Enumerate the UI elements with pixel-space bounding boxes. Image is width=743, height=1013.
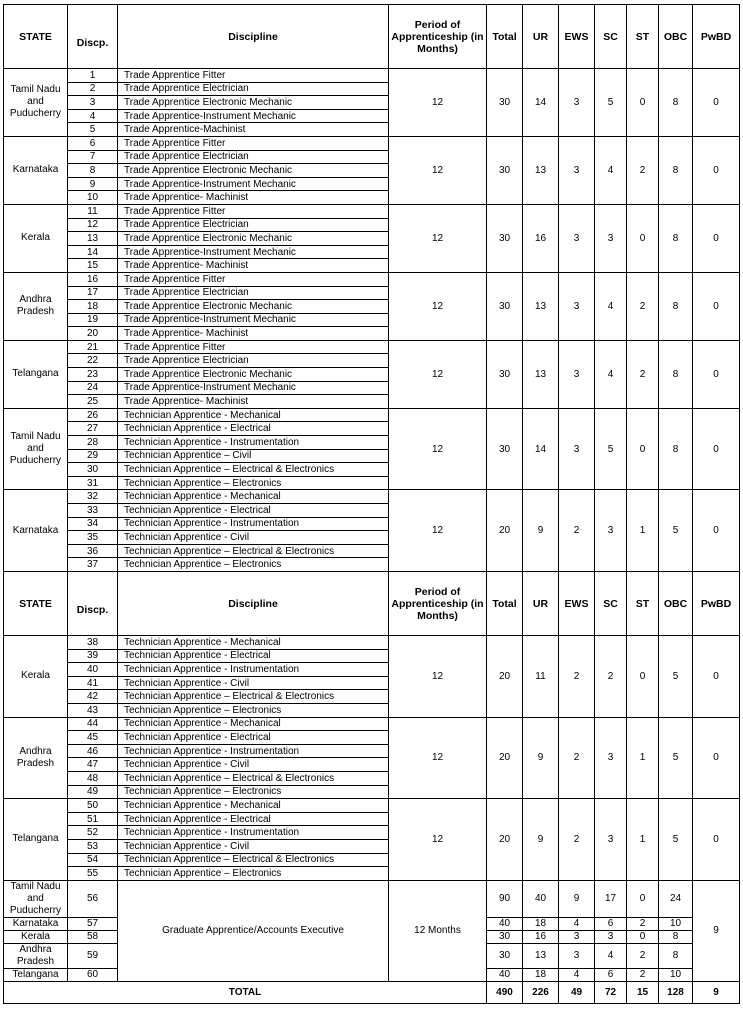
ews-cell: 3 — [559, 136, 595, 204]
obc-cell: 5 — [659, 717, 693, 799]
ur-cell: 16 — [523, 930, 559, 943]
total-ews: 49 — [559, 981, 595, 1003]
discipline-name: Technician Apprentice – Electronics — [118, 476, 389, 490]
header-row — [4, 5, 740, 69]
ews-cell: 3 — [559, 408, 595, 490]
obc-cell: 8 — [659, 204, 693, 272]
discipline-name: Technician Apprentice - Civil — [118, 531, 389, 545]
header-st: ST — [627, 572, 659, 636]
discipline-name: Trade Apprentice Fitter — [118, 340, 389, 354]
st-cell: 0 — [627, 636, 659, 718]
discipline-name: Technician Apprentice – Civil — [118, 449, 389, 463]
obc-cell: 5 — [659, 490, 693, 572]
discp-number: 7 — [68, 150, 118, 164]
total-cell: 20 — [487, 490, 523, 572]
discp-number: 6 — [68, 136, 118, 150]
pwbd-cell: 0 — [693, 340, 740, 408]
discipline-name: Technician Apprentice - Electrical — [118, 422, 389, 436]
header-ews: EWS — [559, 5, 595, 69]
discp-number: 55 — [68, 867, 118, 881]
header-total: Total — [487, 572, 523, 636]
table-row graduate-row — [4, 880, 740, 917]
discipline-name: Technician Apprentice – Electrical & Electronics — [118, 853, 389, 867]
table-row — [4, 340, 740, 354]
pwbd-cell: 0 — [693, 636, 740, 718]
obc-cell: 8 — [659, 340, 693, 408]
discipline-name: Trade Apprentice-Instrument Mechanic — [118, 313, 389, 327]
total-cell: 20 — [487, 799, 523, 881]
discipline-name: Trade Apprentice Electronic Mechanic — [118, 164, 389, 178]
sc-cell: 17 — [595, 880, 627, 917]
st-cell: 2 — [627, 943, 659, 968]
discipline-name: Trade Apprentice- Machinist — [118, 259, 389, 273]
discipline-name: Trade Apprentice Electrician — [118, 82, 389, 96]
discp-number: 19 — [68, 313, 118, 327]
ur-cell: 13 — [523, 272, 559, 340]
discipline-name: Technician Apprentice - Civil — [118, 839, 389, 853]
discp-number: 34 — [68, 517, 118, 531]
st-cell: 2 — [627, 272, 659, 340]
discp-number: 38 — [68, 636, 118, 650]
discipline-name: Trade Apprentice- Machinist — [118, 395, 389, 409]
st-cell: 2 — [627, 340, 659, 408]
header-obc: OBC — [659, 572, 693, 636]
discipline-name: Trade Apprentice- Machinist — [118, 191, 389, 205]
total-label: TOTAL — [4, 981, 487, 1003]
pwbd-cell: 0 — [693, 799, 740, 881]
table-row — [4, 799, 740, 813]
total-ur: 226 — [523, 981, 559, 1003]
pwbd-cell: 9 — [693, 880, 740, 981]
discp-number: 33 — [68, 504, 118, 518]
st-cell: 0 — [627, 880, 659, 917]
discp-number: 25 — [68, 395, 118, 409]
discipline-name: Technician Apprentice - Electrical — [118, 812, 389, 826]
state-cell: Karnataka — [4, 917, 68, 930]
table-row — [4, 272, 740, 286]
table-header — [4, 572, 740, 636]
period-cell: 12 — [389, 204, 487, 272]
header-pwbd: PwBD — [693, 5, 740, 69]
discp-number: 17 — [68, 286, 118, 300]
state-cell: Tamil Nadu and Puducherry — [4, 69, 68, 137]
total-obc: 128 — [659, 981, 693, 1003]
apprentice-table-part1 — [3, 4, 740, 572]
discp-number: 4 — [68, 109, 118, 123]
state-cell: Kerala — [4, 636, 68, 718]
obc-cell: 8 — [659, 930, 693, 943]
sc-cell: 5 — [595, 69, 627, 137]
state-cell: Kerala — [4, 204, 68, 272]
obc-cell: 5 — [659, 799, 693, 881]
st-cell: 0 — [627, 930, 659, 943]
st-cell: 1 — [627, 717, 659, 799]
discipline-name: Technician Apprentice - Civil — [118, 758, 389, 772]
discipline-name: Technician Apprentice - Instrumentation — [118, 436, 389, 450]
discp-number: 32 — [68, 490, 118, 504]
discipline-name: Trade Apprentice Electrician — [118, 150, 389, 164]
total-cell: 90 — [487, 880, 523, 917]
discipline-name: Technician Apprentice - Electrical — [118, 731, 389, 745]
discipline-name: Technician Apprentice – Electronics — [118, 867, 389, 881]
discp-number: 9 — [68, 177, 118, 191]
discp-number: 58 — [68, 930, 118, 943]
header-ews: EWS — [559, 572, 595, 636]
pwbd-cell: 0 — [693, 204, 740, 272]
discp-number: 54 — [68, 853, 118, 867]
sc-cell: 3 — [595, 717, 627, 799]
discp-number: 41 — [68, 676, 118, 690]
header-total: Total — [487, 5, 523, 69]
discipline-name: Trade Apprentice Electronic Mechanic — [118, 368, 389, 382]
discp-number: 44 — [68, 717, 118, 731]
discipline-name: Technician Apprentice - Mechanical — [118, 490, 389, 504]
discipline-name: Technician Apprentice – Electrical & Electronics — [118, 544, 389, 558]
discp-number: 35 — [68, 531, 118, 545]
st-cell: 1 — [627, 799, 659, 881]
header-state: STATE — [4, 572, 68, 636]
discipline-name: Trade Apprentice Electronic Mechanic — [118, 96, 389, 110]
sc-cell: 4 — [595, 272, 627, 340]
state-cell: Karnataka — [4, 136, 68, 204]
state-cell: Telangana — [4, 340, 68, 408]
discp-number: 20 — [68, 327, 118, 341]
state-cell: Andhra Pradesh — [4, 272, 68, 340]
discipline-name: Graduate Apprentice/Accounts Executive — [118, 880, 389, 981]
discipline-name: Trade Apprentice-Instrument Mechanic — [118, 109, 389, 123]
discp-number: 26 — [68, 408, 118, 422]
discipline-name: Technician Apprentice - Instrumentation — [118, 663, 389, 677]
discipline-name: Trade Apprentice-Instrument Mechanic — [118, 381, 389, 395]
discp-number: 29 — [68, 449, 118, 463]
state-cell: Telangana — [4, 799, 68, 881]
discp-number: 5 — [68, 123, 118, 137]
ur-cell: 14 — [523, 408, 559, 490]
sc-cell: 3 — [595, 490, 627, 572]
total-cell: 30 — [487, 408, 523, 490]
st-cell: 0 — [627, 408, 659, 490]
total-cell: 30 — [487, 136, 523, 204]
total-cell: 30 — [487, 930, 523, 943]
sc-cell: 4 — [595, 136, 627, 204]
total-row — [4, 981, 740, 1003]
header-state: STATE — [4, 5, 68, 69]
discp-number: 1 — [68, 69, 118, 83]
discipline-name: Technician Apprentice - Electrical — [118, 649, 389, 663]
discp-number: 45 — [68, 731, 118, 745]
header-pwbd: PwBD — [693, 572, 740, 636]
discp-number: 60 — [68, 968, 118, 981]
ews-cell: 4 — [559, 917, 595, 930]
pwbd-cell: 0 — [693, 490, 740, 572]
discp-number: 51 — [68, 812, 118, 826]
ews-cell: 3 — [559, 272, 595, 340]
ews-cell: 2 — [559, 717, 595, 799]
header-discipline: Discipline — [118, 5, 389, 69]
state-cell: Tamil Nadu and Puducherry — [4, 880, 68, 917]
header-obc: OBC — [659, 5, 693, 69]
period-cell: 12 — [389, 272, 487, 340]
ews-cell: 2 — [559, 636, 595, 718]
st-cell: 0 — [627, 69, 659, 137]
discipline-name: Technician Apprentice - Instrumentation — [118, 826, 389, 840]
total-cell: 30 — [487, 943, 523, 968]
table-row — [4, 136, 740, 150]
period-cell: 12 — [389, 799, 487, 881]
discipline-name: Trade Apprentice Fitter — [118, 136, 389, 150]
st-cell: 0 — [627, 204, 659, 272]
discipline-name: Technician Apprentice – Electrical & Electronics — [118, 771, 389, 785]
ews-cell: 3 — [559, 340, 595, 408]
discp-number: 50 — [68, 799, 118, 813]
discp-number: 43 — [68, 703, 118, 717]
period-cell: 12 — [389, 340, 487, 408]
discp-number: 11 — [68, 204, 118, 218]
ur-cell: 14 — [523, 69, 559, 137]
discp-number: 46 — [68, 744, 118, 758]
period-cell: 12 — [389, 69, 487, 137]
header-period: Period of Apprenticeship (in Months) — [389, 572, 487, 636]
st-cell: 2 — [627, 917, 659, 930]
total-cell: 20 — [487, 636, 523, 718]
total-cell: 40 — [487, 917, 523, 930]
state-cell: Telangana — [4, 968, 68, 981]
discipline-name: Technician Apprentice - Mechanical — [118, 717, 389, 731]
discp-number: 14 — [68, 245, 118, 259]
discipline-name: Trade Apprentice Electrician — [118, 354, 389, 368]
ews-cell: 3 — [559, 943, 595, 968]
discipline-name: Trade Apprentice Fitter — [118, 69, 389, 83]
discp-number: 57 — [68, 917, 118, 930]
total-sc: 72 — [595, 981, 627, 1003]
total-total: 490 — [487, 981, 523, 1003]
total-st: 15 — [627, 981, 659, 1003]
total-cell: 30 — [487, 204, 523, 272]
discipline-name: Technician Apprentice - Mechanical — [118, 408, 389, 422]
discp-number: 53 — [68, 839, 118, 853]
discp-number: 47 — [68, 758, 118, 772]
header-ur: UR — [523, 572, 559, 636]
discp-number: 16 — [68, 272, 118, 286]
discp-number: 30 — [68, 463, 118, 477]
discipline-name: Technician Apprentice - Mechanical — [118, 636, 389, 650]
apprentice-table-part2 — [3, 571, 740, 1004]
discp-number: 56 — [68, 880, 118, 917]
state-cell: Kerala — [4, 930, 68, 943]
ews-cell: 3 — [559, 69, 595, 137]
total-cell: 20 — [487, 717, 523, 799]
discp-number: 52 — [68, 826, 118, 840]
obc-cell: 8 — [659, 272, 693, 340]
discp-number: 59 — [68, 943, 118, 968]
st-cell: 1 — [627, 490, 659, 572]
total-pwbd: 9 — [693, 981, 740, 1003]
discp-number: 13 — [68, 232, 118, 246]
period-cell: 12 — [389, 636, 487, 718]
sc-cell: 4 — [595, 943, 627, 968]
ur-cell: 11 — [523, 636, 559, 718]
ur-cell: 16 — [523, 204, 559, 272]
discipline-name: Technician Apprentice - Mechanical — [118, 799, 389, 813]
discp-number: 49 — [68, 785, 118, 799]
sc-cell: 4 — [595, 340, 627, 408]
discp-number: 10 — [68, 191, 118, 205]
discp-number: 3 — [68, 96, 118, 110]
period-cell: 12 Months — [389, 880, 487, 981]
ews-cell: 3 — [559, 930, 595, 943]
discp-number: 48 — [68, 771, 118, 785]
obc-cell: 8 — [659, 943, 693, 968]
discipline-name: Trade Apprentice- Machinist — [118, 327, 389, 341]
discp-number: 24 — [68, 381, 118, 395]
obc-cell: 5 — [659, 636, 693, 718]
discipline-name: Technician Apprentice – Electrical & Electronics — [118, 463, 389, 477]
table-header — [4, 5, 740, 69]
obc-cell: 10 — [659, 917, 693, 930]
total-cell: 30 — [487, 69, 523, 137]
discp-number: 15 — [68, 259, 118, 273]
pwbd-cell: 0 — [693, 272, 740, 340]
discipline-name: Technician Apprentice - Instrumentation — [118, 744, 389, 758]
header-row — [4, 572, 740, 636]
sc-cell: 5 — [595, 408, 627, 490]
discp-number: 36 — [68, 544, 118, 558]
discp-number: 27 — [68, 422, 118, 436]
table-row — [4, 717, 740, 731]
discipline-name: Technician Apprentice – Electronics — [118, 558, 389, 572]
pwbd-cell: 0 — [693, 717, 740, 799]
discipline-name: Trade Apprentice Fitter — [118, 204, 389, 218]
ews-cell: 4 — [559, 968, 595, 981]
period-cell: 12 — [389, 490, 487, 572]
discp-number: 42 — [68, 690, 118, 704]
table-row — [4, 69, 740, 83]
ur-cell: 9 — [523, 717, 559, 799]
sc-cell: 6 — [595, 968, 627, 981]
ews-cell: 9 — [559, 880, 595, 917]
state-cell: Karnataka — [4, 490, 68, 572]
discipline-name: Technician Apprentice - Instrumentation — [118, 517, 389, 531]
ur-cell: 13 — [523, 340, 559, 408]
header-st: ST — [627, 5, 659, 69]
header-sc: SC — [595, 572, 627, 636]
header-discp: Discp. — [68, 572, 118, 636]
obc-cell: 10 — [659, 968, 693, 981]
discipline-name: Technician Apprentice – Electronics — [118, 785, 389, 799]
obc-cell: 8 — [659, 69, 693, 137]
period-cell: 12 — [389, 408, 487, 490]
discp-number: 40 — [68, 663, 118, 677]
st-cell: 2 — [627, 968, 659, 981]
sc-cell: 3 — [595, 204, 627, 272]
total-cell: 30 — [487, 272, 523, 340]
period-cell: 12 — [389, 136, 487, 204]
discp-number: 31 — [68, 476, 118, 490]
header-sc: SC — [595, 5, 627, 69]
sc-cell: 6 — [595, 917, 627, 930]
discp-number: 12 — [68, 218, 118, 232]
ews-cell: 2 — [559, 490, 595, 572]
ur-cell: 18 — [523, 917, 559, 930]
total-cell: 40 — [487, 968, 523, 981]
discp-number: 8 — [68, 164, 118, 178]
obc-cell: 24 — [659, 880, 693, 917]
table-row — [4, 204, 740, 218]
discp-number: 22 — [68, 354, 118, 368]
header-discipline: Discipline — [118, 572, 389, 636]
ur-cell: 9 — [523, 490, 559, 572]
discipline-name: Technician Apprentice - Electrical — [118, 504, 389, 518]
header-ur: UR — [523, 5, 559, 69]
table-row — [4, 490, 740, 504]
ur-cell: 13 — [523, 136, 559, 204]
ur-cell: 9 — [523, 799, 559, 881]
discipline-name: Trade Apprentice-Instrument Mechanic — [118, 245, 389, 259]
ur-cell: 13 — [523, 943, 559, 968]
st-cell: 2 — [627, 136, 659, 204]
discipline-name: Trade Apprentice Electrician — [118, 286, 389, 300]
total-cell: 30 — [487, 340, 523, 408]
discp-number: 39 — [68, 649, 118, 663]
discipline-name: Technician Apprentice – Electrical & Electronics — [118, 690, 389, 704]
discp-number: 18 — [68, 300, 118, 314]
ews-cell: 3 — [559, 204, 595, 272]
pwbd-cell: 0 — [693, 408, 740, 490]
state-cell: Andhra Pradesh — [4, 943, 68, 968]
discp-number: 2 — [68, 82, 118, 96]
ur-cell: 40 — [523, 880, 559, 917]
header-period: Period of Apprenticeship (in Months) — [389, 5, 487, 69]
discipline-name: Trade Apprentice Fitter — [118, 272, 389, 286]
obc-cell: 8 — [659, 408, 693, 490]
table-row — [4, 408, 740, 422]
discp-number: 21 — [68, 340, 118, 354]
table-row — [4, 636, 740, 650]
state-cell: Andhra Pradesh — [4, 717, 68, 799]
sc-cell: 3 — [595, 930, 627, 943]
discipline-name: Trade Apprentice-Instrument Mechanic — [118, 177, 389, 191]
state-cell: Tamil Nadu and Puducherry — [4, 408, 68, 490]
obc-cell: 8 — [659, 136, 693, 204]
period-cell: 12 — [389, 717, 487, 799]
discipline-name: Trade Apprentice Electronic Mechanic — [118, 300, 389, 314]
discp-number: 28 — [68, 436, 118, 450]
sc-cell: 3 — [595, 799, 627, 881]
pwbd-cell: 0 — [693, 69, 740, 137]
sc-cell: 2 — [595, 636, 627, 718]
discipline-name: Technician Apprentice - Civil — [118, 676, 389, 690]
discp-number: 37 — [68, 558, 118, 572]
ews-cell: 2 — [559, 799, 595, 881]
discipline-name: Trade Apprentice Electrician — [118, 218, 389, 232]
discipline-name: Technician Apprentice – Electronics — [118, 703, 389, 717]
discipline-name: Trade Apprentice-Machinist — [118, 123, 389, 137]
ur-cell: 18 — [523, 968, 559, 981]
pwbd-cell: 0 — [693, 136, 740, 204]
header-discp: Discp. — [68, 5, 118, 69]
discipline-name: Trade Apprentice Electronic Mechanic — [118, 232, 389, 246]
discp-number: 23 — [68, 368, 118, 382]
